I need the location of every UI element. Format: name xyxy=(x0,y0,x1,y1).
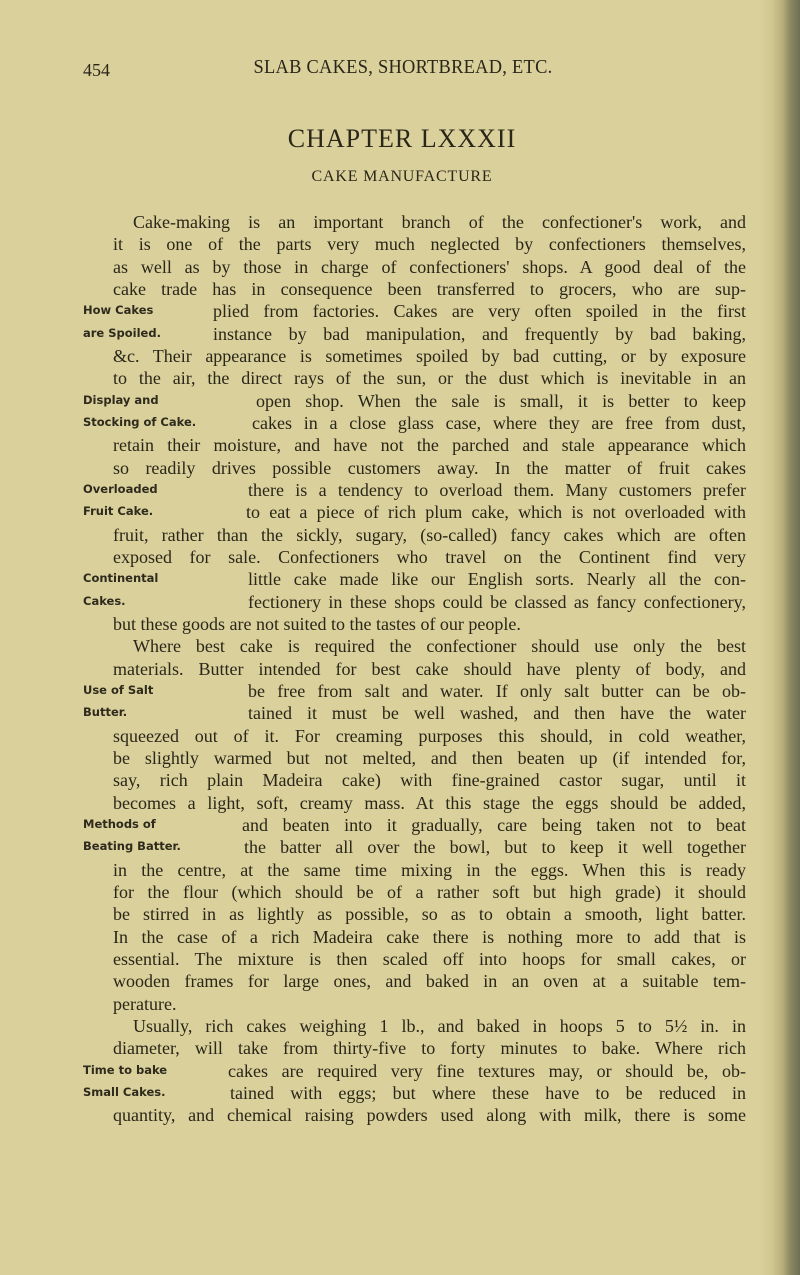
text-line: instance by bad manipulation, and frequently by bad baking, xyxy=(213,323,746,344)
text-line: becomes a light, soft, creamy mass. At this stage the eggs should be added, xyxy=(113,792,746,813)
chapter-title: CHAPTER LXXXII xyxy=(287,124,517,153)
side-note: Overloaded xyxy=(83,481,158,496)
text-line: be slightly warmed but not melted, and then beaten up (if intended for, xyxy=(113,747,746,768)
text-line: tained with eggs; but where these have to be reduced in xyxy=(230,1082,746,1103)
text-line: retain their moisture, and have not the parched and stale appearance which xyxy=(113,435,746,456)
text-line: open shop. When the sale is small, it is better to keep xyxy=(256,390,746,411)
text-line: materials. Butter intended for best cake should have plenty of body, and xyxy=(113,658,746,679)
running-title: SLAB CAKES, SHORTBREAD, ETC. xyxy=(253,56,553,78)
text-line: fectionery in these shops could be classed as fancy confectionery, xyxy=(248,591,746,612)
text-line: tained it must be well washed, and then have the water xyxy=(248,703,746,724)
side-note: Methods of xyxy=(83,816,156,831)
text-line: exposed for sale. Confectioners who travel on the Continent find very xyxy=(113,546,746,567)
text-line: In the case of a rich Madeira cake there is nothing more to add that is xyxy=(113,926,746,947)
text-line: essential. The mixture is then scaled off into hoops for small cakes, or xyxy=(113,948,746,969)
side-note: Butter. xyxy=(83,705,128,720)
text-line: for the flour (which should be of a rather soft but high grade) it should xyxy=(113,881,746,902)
text-line: the batter all over the bowl, but to keep it well together xyxy=(244,837,746,858)
text-line: fruit, rather than the sickly, sugary, (so-called) fancy cakes which are often xyxy=(113,524,746,545)
page-number: 454 xyxy=(83,60,110,80)
text-line: quantity, and chemical raising powders used along with milk, there is some xyxy=(113,1105,746,1126)
text-line: little cake made like our English sorts. Nearly all the con- xyxy=(248,569,746,590)
text-line: &c. Their appearance is sometimes spoiled by bad cutting, or by exposure xyxy=(113,345,746,366)
text-line: Usually, rich cakes weighing 1 lb., and baked in hoops 5 to 5½ in. in xyxy=(133,1015,746,1036)
side-note: Display and xyxy=(83,392,159,407)
side-note: Use of Salt xyxy=(83,682,154,697)
text-line: diameter, will take from thirty-five to forty minutes to bake. Where rich xyxy=(113,1038,746,1059)
book-gutter-edge xyxy=(760,0,800,1275)
text-line: in the centre, at the same time mixing in the eggs. When this is ready xyxy=(113,859,746,880)
text-line: so readily drives possible customers away. In the matter of fruit cakes xyxy=(113,457,746,478)
text-line: as well as by those in charge of confectioners' shops. A good deal of the xyxy=(113,256,746,277)
text-line: cake trade has in consequence been transferred to grocers, who are sup- xyxy=(113,278,746,299)
text-line: cakes in a close glass case, where they are free from dust, xyxy=(252,412,746,433)
text-line: Where best cake is required the confectioner should use only the best xyxy=(133,636,746,657)
side-note: Cakes. xyxy=(83,593,126,608)
text-line: say, rich plain Madeira cake) with fine-grained castor sugar, until it xyxy=(113,770,746,791)
text-line: and beaten into it gradually, care being taken not to beat xyxy=(242,814,746,835)
side-note: Time to bake xyxy=(83,1062,168,1077)
side-note: Fruit Cake. xyxy=(83,504,154,519)
text-line: perature. xyxy=(113,993,177,1014)
text-line: cakes are required very fine textures may, or should be, ob- xyxy=(228,1060,746,1081)
side-note: How Cakes xyxy=(83,303,154,318)
text-line: be free from salt and water. If only salt butter can be ob- xyxy=(248,680,746,701)
text-line: squeezed out of it. For creaming purposes this should, in cold weather, xyxy=(113,725,746,746)
text-line: but these goods are not suited to the tastes of our people. xyxy=(113,613,521,634)
text-line: it is one of the parts very much neglected by confectioners themselves, xyxy=(113,234,746,255)
side-note: Stocking of Cake. xyxy=(83,414,197,429)
text-line: Cake-making is an important branch of the confectioner's work, and xyxy=(133,212,746,232)
side-note: Small Cakes. xyxy=(83,1084,166,1099)
section-title: CAKE MANUFACTURE xyxy=(311,168,493,185)
side-note: Continental xyxy=(83,571,159,586)
text-line: to the air, the direct rays of the sun, or the dust which is inevitable in an xyxy=(113,368,746,389)
side-note: Beating Batter. xyxy=(83,839,181,854)
side-note: are Spoiled. xyxy=(83,325,161,340)
text-line: be stirred in as lightly as possible, so as to obtain a smooth, light batter. xyxy=(113,904,746,925)
text-line: plied from factories. Cakes are very often spoiled in the first xyxy=(213,301,746,322)
text-line: there is a tendency to overload them. Many customers prefer xyxy=(248,479,746,500)
text-line: to eat a piece of rich plum cake, which is not overloaded with xyxy=(246,502,746,523)
text-line: wooden frames for large ones, and baked in an oven at a suitable tem- xyxy=(113,971,746,992)
